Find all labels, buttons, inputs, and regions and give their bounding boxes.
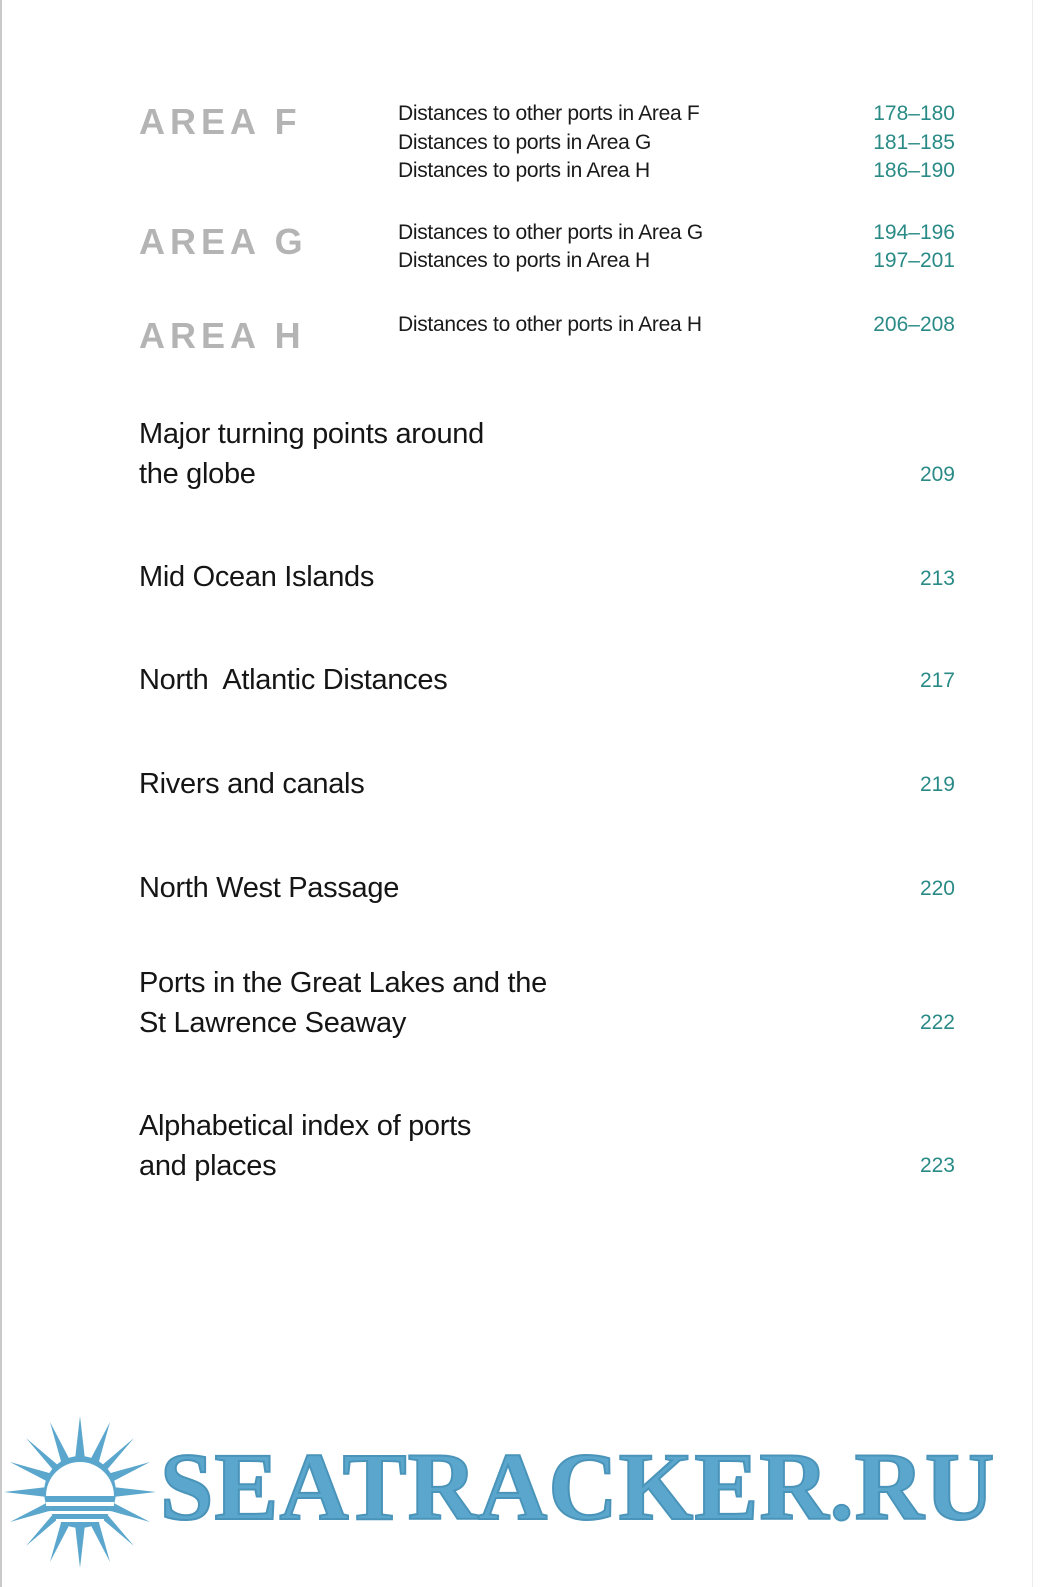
section-title: Major turning points around the globe xyxy=(139,418,484,490)
section-title: North Atlantic Distances xyxy=(139,664,448,696)
section-page-number[interactable]: 223 xyxy=(919,1154,955,1177)
toc-page-range[interactable]: 181–185 xyxy=(873,131,955,154)
toc-entry-label: Distances to other ports in Area H xyxy=(398,313,702,336)
section-title: Ports in the Great Lakes and the St Lawrence Seaway xyxy=(139,967,547,1039)
toc-page-range[interactable]: 206–208 xyxy=(873,313,955,336)
section-title: Rivers and canals xyxy=(139,768,365,800)
sun-icon xyxy=(0,1412,160,1572)
section-title: North West Passage xyxy=(139,872,400,904)
section-page-number[interactable]: 219 xyxy=(919,773,955,796)
toc-row[interactable] xyxy=(0,311,1047,339)
toc-row[interactable] xyxy=(0,100,1047,128)
seatracker-watermark xyxy=(0,1412,1047,1572)
section-title: Alphabetical index of ports and places xyxy=(139,1110,472,1182)
area-f-heading: AREA F xyxy=(139,101,302,142)
toc-entry-label: Distances to ports in Area G xyxy=(398,131,652,154)
toc-page-range[interactable]: 186–190 xyxy=(873,159,955,182)
toc-page-range[interactable]: 194–196 xyxy=(873,221,955,244)
toc-row[interactable] xyxy=(0,219,1047,247)
section-page-number[interactable]: 217 xyxy=(919,669,955,692)
area-h-heading: AREA H xyxy=(139,315,306,356)
section-page-number[interactable]: 213 xyxy=(919,567,955,590)
toc-page-range[interactable]: 197–201 xyxy=(873,249,955,272)
toc-entry-label: Distances to ports in Area H xyxy=(398,249,650,272)
watermark-text: SEATRACKER.RU xyxy=(160,1433,996,1540)
toc-entry-label: Distances to other ports in Area F xyxy=(398,102,700,125)
section-page-number[interactable]: 209 xyxy=(919,463,955,486)
toc-row[interactable] xyxy=(0,247,1047,275)
toc-row[interactable] xyxy=(0,157,1047,185)
toc-entry-label: Distances to other ports in Area G xyxy=(398,221,703,244)
toc-row[interactable] xyxy=(0,129,1047,157)
toc-entry-label: Distances to ports in Area H xyxy=(398,159,650,182)
toc-page-range[interactable]: 178–180 xyxy=(873,102,955,125)
area-g-heading: AREA G xyxy=(139,221,308,262)
section-title: Mid Ocean Islands xyxy=(139,561,375,593)
section-page-number[interactable]: 220 xyxy=(919,877,955,900)
section-page-number[interactable]: 222 xyxy=(919,1011,955,1034)
